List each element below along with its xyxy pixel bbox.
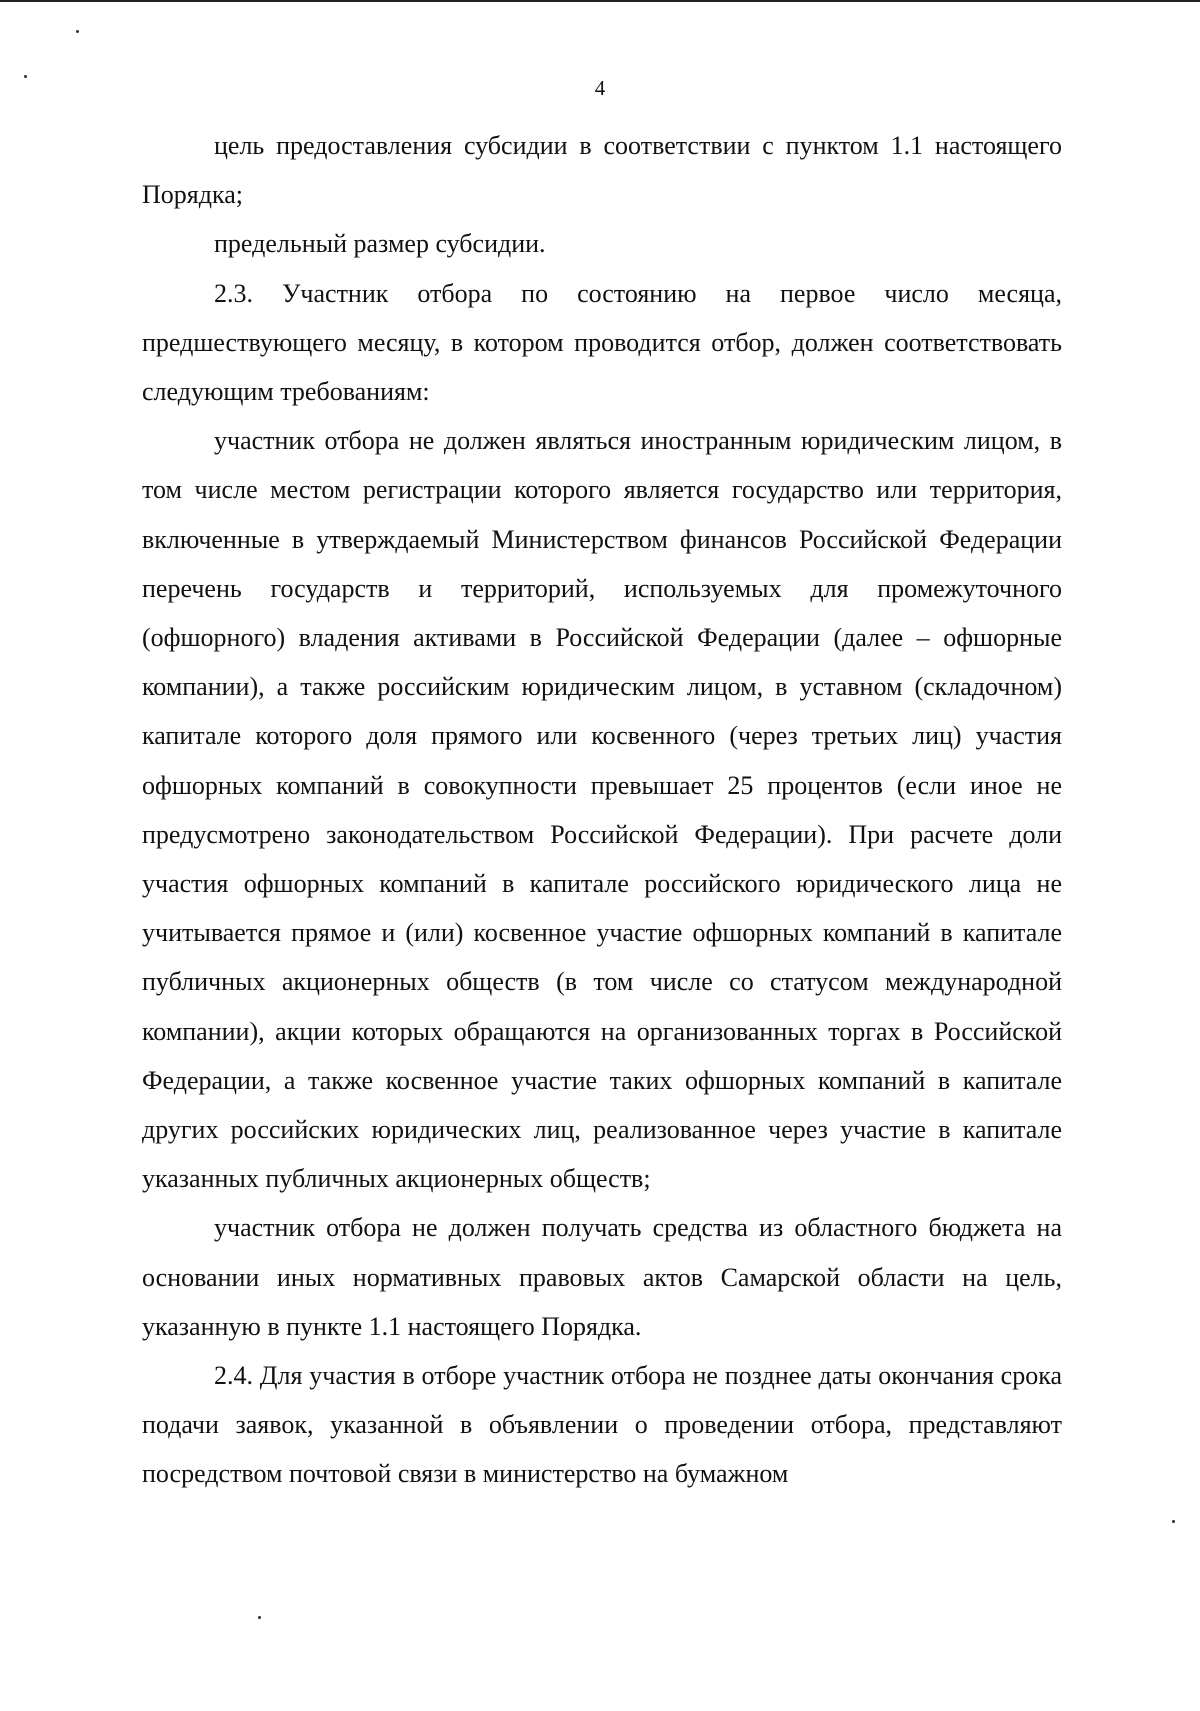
paragraph-offshore-requirement: участник отбора не должен являться иностранным юридическим лицом, в том числе местом регистрации которого является государство или территория, включенные в утверждаемый Министерством финансов Российской Федерации перечень государств и территорий, используемых для промежуточного (офшорного) владения активами в Российской Федерации (далее – офшорные компании), а также российским юридическим лицом, в уставном (складочном) капитале которого доля прямого или косвенного (через третьих лиц) участия офшорных компаний в совокупности превышает 25 процентов (если иное не предусмотрено законодательством Российской Федерации). При расчете доли участия офшорных компаний в капитале российского юридического лица не учитывается прямое и (или) косвенное участие офшорных компаний в капитале публичных акционерных обществ (в том числе со статусом международной компании), акции которых обращаются на организованных торгах в Российской Федерации, а также косвенное участие таких офшорных компаний в капитале других российских юридических лиц, реализованное через участие в капитале указанных публичных акционерных обществ; (142, 426, 1062, 1194)
document-body (142, 121, 1062, 1499)
paragraph-clause-2-4: 2.4. Для участия в отборе участник отбора не позднее даты окончания срока подачи заявок, указанной в объявлении о проведении отбора, представляют посредством почтовой связи в министерство на бумажном (142, 1361, 1062, 1489)
paragraph-clause-2-3: 2.3. Участник отбора по состоянию на первое число месяца, предшествующего месяцу, в котором проводится отбор, должен соответствовать следующим требованиям: (142, 278, 1062, 407)
scan-speck (258, 1616, 261, 1619)
paragraph-subsidy-limit: предельный размер субсидии. (214, 229, 546, 259)
scan-top-edge (0, 0, 1200, 2)
page-number: 4 (594, 76, 606, 100)
scan-speck (1172, 1520, 1175, 1523)
paragraph-subsidy-purpose: цель предоставления субсидии в соответствии с пунктом 1.1 настоящего Порядка; (142, 131, 1062, 210)
paragraph-budget-requirement: участник отбора не должен получать средства из областного бюджета на основании иных нормативных правовых актов Самарской области на цель, указанную в пункте 1.1 настоящего Порядка. (142, 1213, 1062, 1341)
scan-speck (76, 30, 79, 33)
